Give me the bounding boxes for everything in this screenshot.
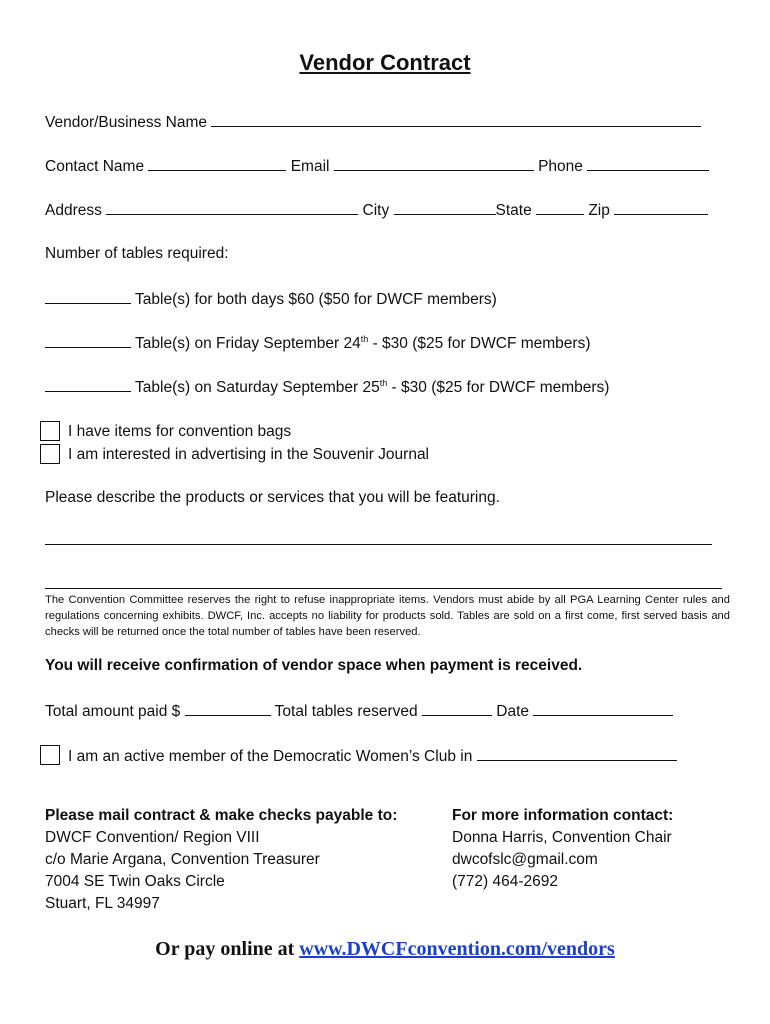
vendor-name-row [45,112,701,132]
tables-both-days-field[interactable] [45,289,131,304]
total-tables-field[interactable] [422,701,492,716]
page-title: Vendor Contract [299,50,471,75]
member-row [68,746,677,766]
saturday-sup: th [379,377,388,388]
pay-online-text: Or pay online at [155,938,300,960]
friday-text: Table(s) on Friday September 24 [135,335,361,352]
mail-line: Stuart, FL 34997 [45,895,160,912]
vendors-link[interactable]: www.DWCFconvention.com/vendors [299,938,615,960]
saturday-price: - $30 ($25 for DWCF members) [387,379,610,396]
vendor-name-field[interactable] [211,112,701,127]
tables-heading: Number of tables required: [45,245,229,262]
tables-saturday-row [45,377,609,397]
total-paid-label: Total amount paid $ [45,703,181,720]
describe-line-1[interactable] [45,544,712,545]
email-field[interactable] [334,156,534,171]
convention-bags-checkbox[interactable] [40,421,60,441]
convention-bags-label: I have items for convention bags [68,423,292,440]
contact-row [45,156,709,176]
friday-sup: th [360,333,369,344]
mail-line: DWCF Convention/ Region VIII [45,829,260,846]
contact-name-field[interactable] [148,156,286,171]
city-label: City [362,202,390,219]
confirmation-notice: You will receive confirmation of vendor space when payment is received. [45,657,583,674]
disclaimer-text: The Convention Committee reserves the right to refuse inappropriate items. Vendors must abide by all PGA Learning Center rules and regulations concerning exhibits. DWCF, Inc. accepts no liability for products sold. Tables are sold on a first come, first served basis and checks will be returned once the total number of tables have been reserved. [45,594,730,638]
vendor-name-label: Vendor/Business Name [45,114,207,131]
souvenir-journal-checkbox[interactable] [40,444,60,464]
total-paid-field[interactable] [185,701,271,716]
pay-online-footer [0,938,770,961]
contact-name-label: Contact Name [45,158,145,175]
club-field[interactable] [477,746,677,761]
member-label: I am an active member of the Democratic Women’s Club in [68,748,473,765]
tables-both-days-label: Table(s) for both days $60 ($50 for DWCF members) [135,291,497,308]
souvenir-journal-label: I am interested in advertising in the Souvenir Journal [68,446,430,463]
contact-email: dwcofslc@gmail.com [452,851,598,868]
phone-field[interactable] [587,156,709,171]
mail-line: 7004 SE Twin Oaks Circle [45,873,225,890]
saturday-text: Table(s) on Saturday September 25 [135,379,380,396]
city-field[interactable] [394,200,496,215]
tables-friday-field[interactable] [45,333,131,348]
tables-friday-row [45,333,590,353]
address-label: Address [45,202,102,219]
contact-heading: For more information contact: [452,807,674,824]
state-field[interactable] [536,200,584,215]
friday-price: - $30 ($25 for DWCF members) [368,335,591,352]
tables-both-days-row [45,289,497,309]
date-label: Date [496,703,530,720]
phone-label: Phone [538,158,583,175]
mail-line: c/o Marie Argana, Convention Treasurer [45,851,320,868]
mail-heading: Please mail contract & make checks payable to: [45,807,398,824]
describe-prompt: Please describe the products or services that you will be featuring. [45,489,500,506]
describe-line-2[interactable] [45,588,722,589]
zip-label: Zip [588,202,610,219]
total-tables-label: Total tables reserved [274,703,418,720]
contact-line: Donna Harris, Convention Chair [452,829,672,846]
member-checkbox[interactable] [40,745,60,765]
tables-friday-label [135,335,590,352]
contact-block [452,805,673,893]
address-row [45,200,708,220]
email-label: Email [290,158,330,175]
tables-saturday-label [135,379,609,396]
address-field[interactable] [106,200,358,215]
mail-block [45,805,397,915]
zip-field[interactable] [614,200,708,215]
contact-phone: (772) 464-2692 [452,873,558,890]
payment-row [45,701,673,721]
date-field[interactable] [533,701,673,716]
tables-saturday-field[interactable] [45,377,131,392]
state-label: State [495,202,532,219]
